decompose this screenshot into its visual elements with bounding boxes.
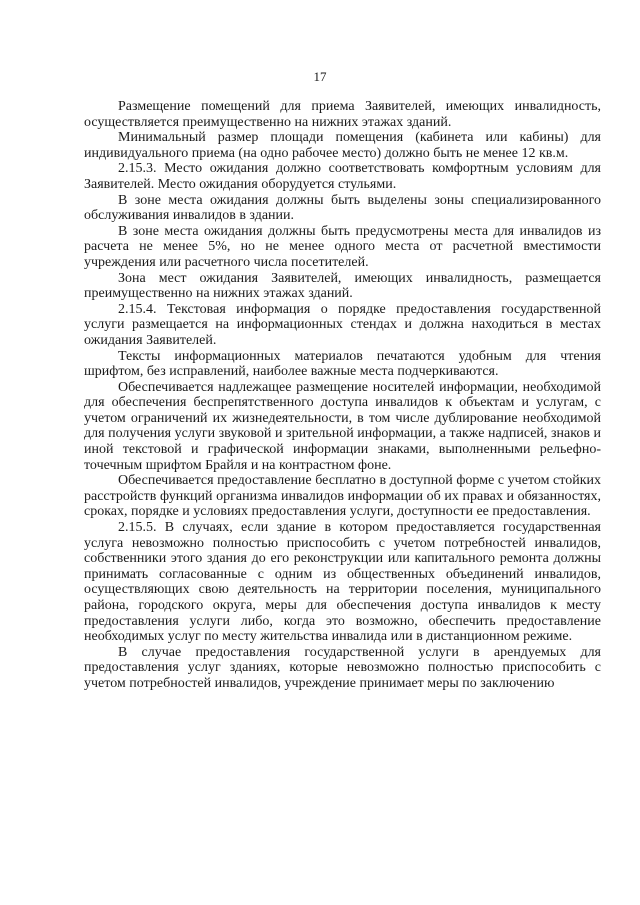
paragraph: Минимальный размер площади помещения (кабинета или кабины) для индивидуального приема (на одно рабочее место) должно быть не менее 12 кв.м. <box>84 130 601 161</box>
paragraph: 2.15.3. Место ожидания должно соответствовать комфортным условиям для Заявителей. Место ожидания оборудуется стульями. <box>84 161 601 192</box>
paragraph: Тексты информационных материалов печатаются удобным для чтения шрифтом, без исправлений, наиболее важные места подчеркиваются. <box>84 348 601 380</box>
page-number: 17 <box>313 69 327 84</box>
document-body <box>84 99 601 692</box>
paragraph: В зоне места ожидания должны быть предусмотрены места для инвалидов из расчета не менее 5%, но не менее одного места от расчетной вместимости учреждения или расчетного числа посетителей. <box>84 223 601 270</box>
paragraph: В зоне места ожидания должны быть выделены зоны специализированного обслуживания инвалидов в здании. <box>84 192 601 224</box>
paragraph: Размещение помещений для приема Заявителей, имеющих инвалидность, осуществляется преимущественно на нижних этажах зданий. <box>84 99 601 130</box>
paragraph: 2.15.4. Текстовая информация о порядке предоставления государственной услуги размещается на информационных стендах и должна находиться в местах ожидания Заявителей. <box>84 301 601 348</box>
paragraph: Зона мест ожидания Заявителей, имеющих инвалидность, размещается преимущественно на нижних этажах зданий. <box>84 270 601 302</box>
paragraph: Обеспечивается предоставление бесплатно в доступной форме с учетом стойких расстройств функций организма инвалидов информации об их правах и обязанностях, сроках, порядке и условиях предоставления услуги, доступности ее предоставления. <box>84 473 601 520</box>
paragraph: Обеспечивается надлежащее размещение носителей информации, необходимой для обеспечения беспрепятственного доступа инвалидов к объектам и услугам, с учетом ограничений их жизнедеятельности, в том числе дублирование необходимой для получения услуги звуковой и зрительной информации, а также надписей, знаков и иной текстовой и графической информации знаками, выполненными рельефно-точечным шрифтом Брайля и на контрастном фоне. <box>84 379 601 473</box>
paragraph: 2.15.5. В случаях, если здание в котором предоставляется государственная услуга невозможно полностью приспособить с учетом потребностей инвалидов, собственники этого здания до его реконструкции или капитального ремонта должны принимать согласованные с одним из общественных объединений инвалидов, осуществляющих свою деятельность на территории поселения, муниципального района, городского округа, меры для обеспечения доступа инвалидов к месту предоставления услуги либо, когда это возможно, обеспечить предоставление необходимых услуг по месту жительства инвалида или в дистанционном режиме. <box>84 520 601 645</box>
paragraph: В случае предоставления государственной услуги в арендуемых для предоставления услуг зданиях, которые невозможно полностью приспособить с учетом потребностей инвалидов, учреждение принимает меры по заключению <box>84 644 601 691</box>
